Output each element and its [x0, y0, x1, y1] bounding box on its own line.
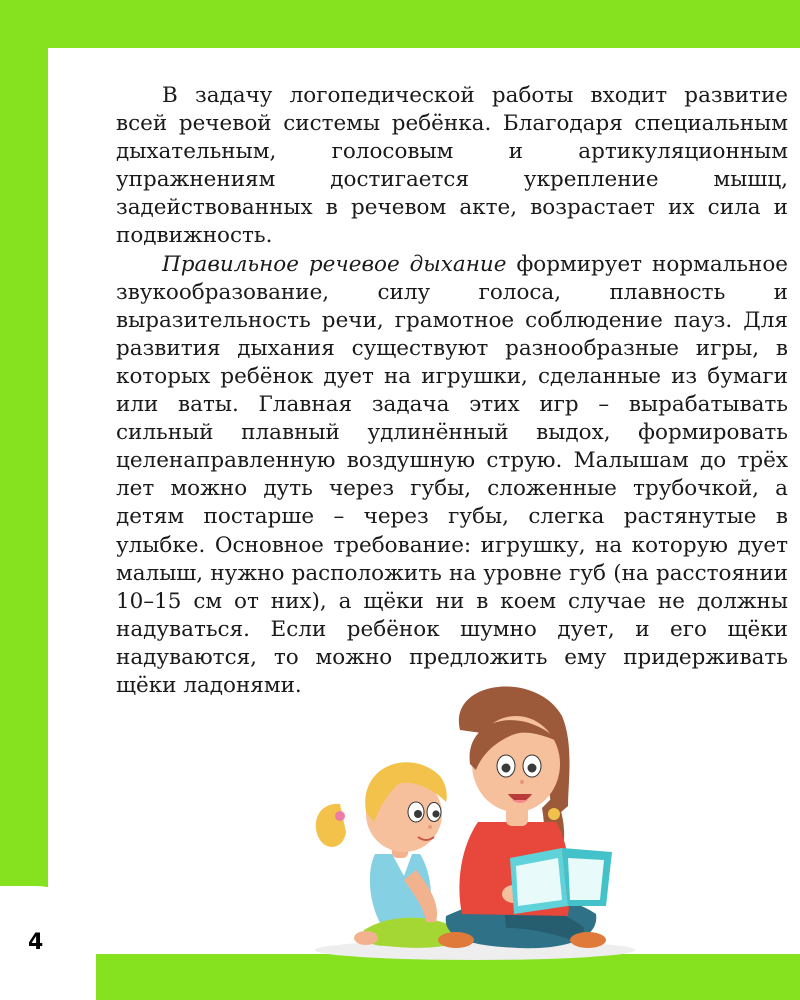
- paragraph-2-rest: формирует нормальное звукообразование, силу голоса, плавность и выразительность речи, грамотное соблюдение пауз. Для развития дыхания существуют разнообразные игры, в которых ребёнок дует на игрушки, сделанные из бумаги или ваты. Главная задача этих игр – вырабатывать сильный плавный удлинённый выдох, формировать целенаправленную воздушную струю. Малышам до трёх лет можно дуть через губы, сложенные трубочкой, а детям постарше – через губы, слегка растянутые в улыбке. Основное требование: игрушку, на которую дует малыш, нужно расположить на уровне губ (на расстоянии 10–15 см от них), а щёки ни в коем случае не должны надуваться. Если ребёнок шумно дует, и его щёки надуваются, то можно предложить ему придерживать щёки ладонями.: [116, 251, 788, 698]
- body-text: [116, 82, 788, 700]
- emphasis-text: Правильное речевое дыхание: [162, 251, 507, 277]
- paragraph-1: В задачу логопедической работы входит развитие всей речевой системы ребёнка. Благодаря специальным дыхательным, голосовым и артикуляционным упражнениям достигается укрепление мышц, задействованных в речевом акте, возрастает их сила и подвижность.: [116, 83, 788, 249]
- mother-and-daughter-reading-illustration: [300, 644, 636, 964]
- paragraph-2: [116, 251, 788, 701]
- page-number: 4: [28, 930, 44, 955]
- page-content: [48, 48, 800, 954]
